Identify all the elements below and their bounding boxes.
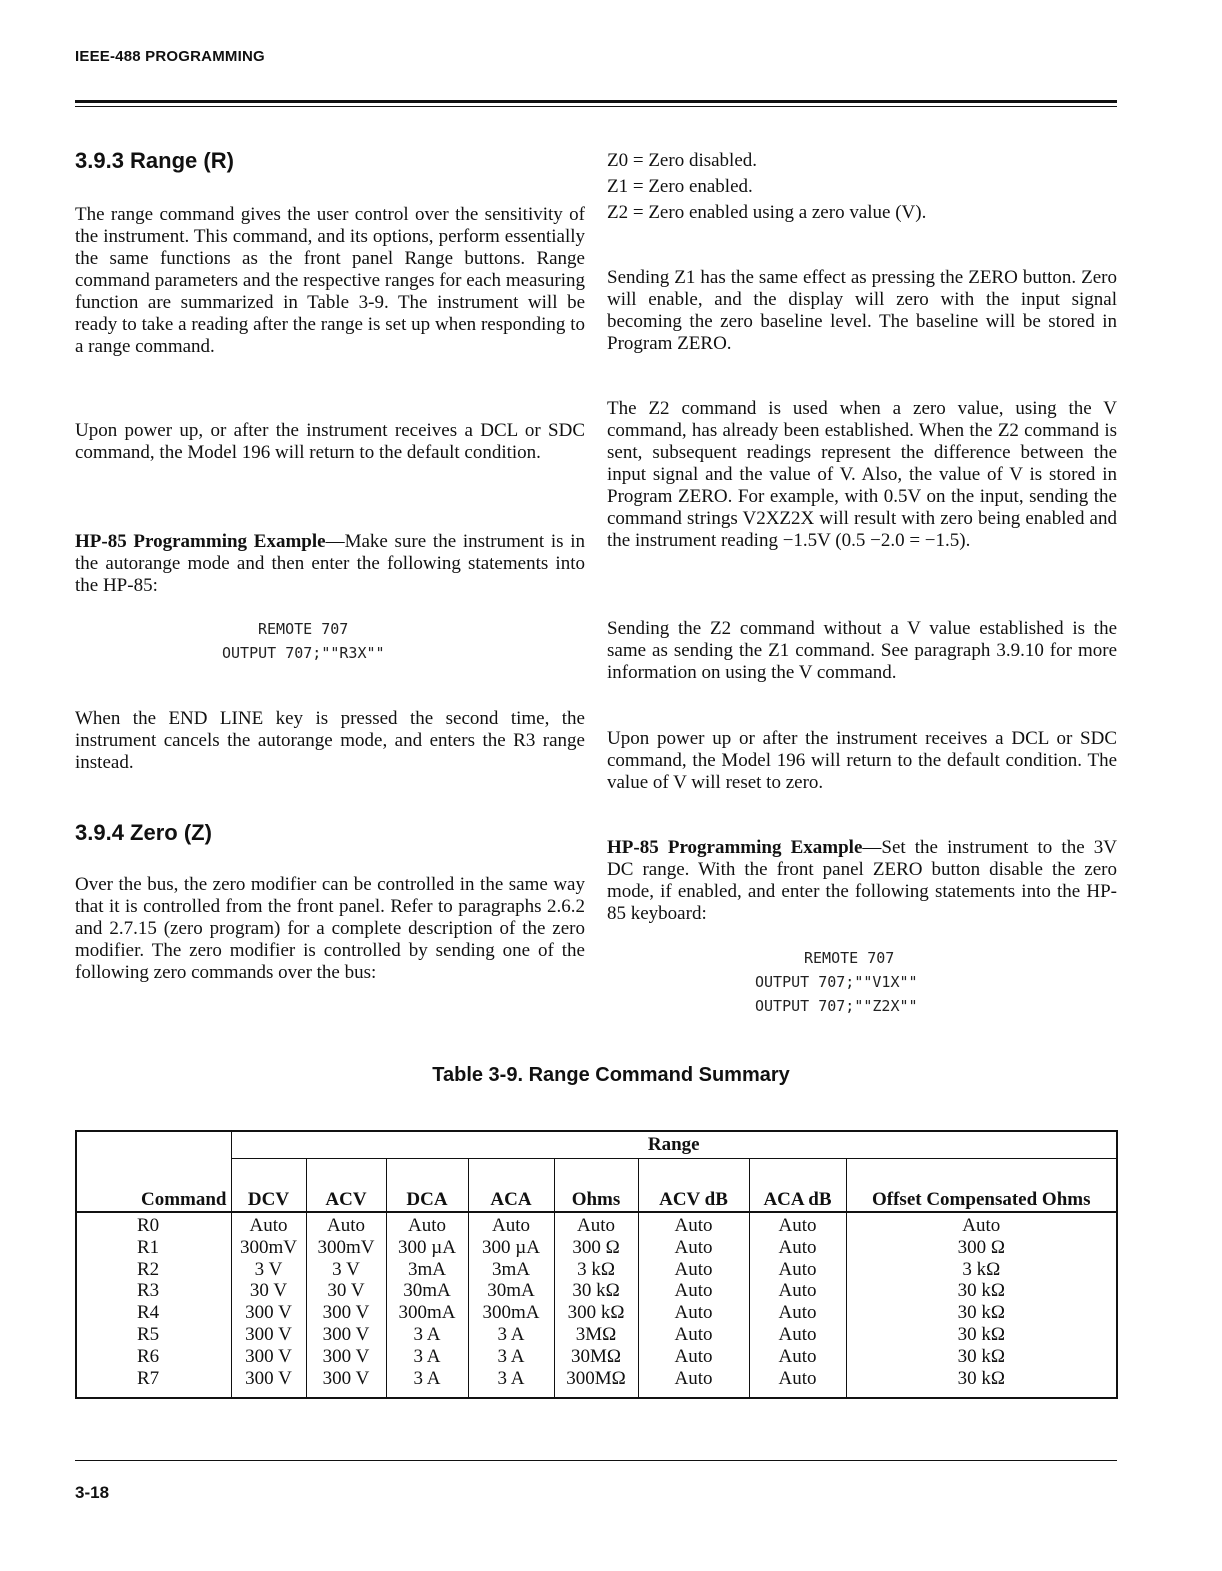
column-header: DCA — [386, 1159, 468, 1213]
range-cell: 3 A — [386, 1324, 468, 1346]
footer-rule — [75, 1460, 1117, 1461]
table-row — [76, 1302, 1117, 1324]
example-label: HP-85 Programming Example — [607, 837, 863, 858]
range-cell: 30 kΩ — [846, 1280, 1117, 1302]
range-cell: 300 Ω — [554, 1237, 638, 1259]
range-cell: 30MΩ — [554, 1346, 638, 1368]
column-header: ACA — [468, 1159, 554, 1213]
code-line: OUTPUT 707;""Z2X"" — [755, 997, 918, 1015]
range-cell: 300 V — [231, 1324, 306, 1346]
table-row — [76, 1212, 1117, 1237]
range-cell: 3 V — [231, 1259, 306, 1281]
command-cell: R1 — [137, 1236, 160, 1258]
paragraph: When the END LINE key is pressed the second time, the instrument cancels the autorange mode, and enters the R3 range instead. — [75, 708, 585, 773]
code-line: REMOTE 707 — [804, 949, 895, 967]
range-cell: 300 V — [231, 1368, 306, 1399]
range-cell: 300 V — [231, 1346, 306, 1368]
paragraph: The Z2 command is used when a zero value, using the V command, has already been established. When the Z2 command is sent, subsequent readings represent the difference between the input signal and the value of V. Also, the value of V is stored in Program ZERO. For example, with 0.5V on the input, sending the command strings V2XZ2X will result with zero being enabled and the instrument reading −1.5V (0.5 −2.0 = −1.5). — [607, 398, 1117, 551]
header-rule-thin — [75, 106, 1117, 107]
range-cell: Auto — [749, 1346, 846, 1368]
range-cell: Auto — [231, 1212, 306, 1237]
paragraph — [75, 531, 585, 597]
range-cell: Auto — [749, 1324, 846, 1346]
range-cell: Auto — [638, 1368, 749, 1399]
range-cell: Auto — [638, 1346, 749, 1368]
column-header: Offset Compensated Ohms — [846, 1159, 1117, 1213]
range-cell: 300 kΩ — [554, 1302, 638, 1324]
column-header: ACA dB — [749, 1159, 846, 1213]
range-cell: Auto — [638, 1212, 749, 1237]
command-cell: R3 — [137, 1280, 160, 1302]
paragraph: Sending the Z2 command without a V value established is the same as sending the Z1 command. See paragraph 3.9.10 for more information on using the V command. — [607, 618, 1117, 683]
range-cell: 30mA — [468, 1280, 554, 1302]
range-cell: 3 kΩ — [846, 1259, 1117, 1281]
range-cell: Auto — [749, 1259, 846, 1281]
range-cell: 300 µA — [468, 1237, 554, 1259]
range-cell: 300mA — [468, 1302, 554, 1324]
range-cell: Auto — [749, 1237, 846, 1259]
range-cell: Auto — [846, 1212, 1117, 1237]
range-cell: 30 kΩ — [846, 1302, 1117, 1324]
range-cell: 3 A — [386, 1368, 468, 1399]
running-header: IEEE-488 PROGRAMMING — [75, 48, 265, 65]
range-command-table — [75, 1130, 1118, 1399]
code-line: REMOTE 707 — [258, 620, 349, 638]
range-cell: 3MΩ — [554, 1324, 638, 1346]
paragraph: Upon power up, or after the instrument receives a DCL or SDC command, the Model 196 will return to the default condition. — [75, 420, 585, 463]
range-cell: 300 Ω — [846, 1237, 1117, 1259]
range-cell: Auto — [749, 1212, 846, 1237]
column-header: DCV — [231, 1159, 306, 1213]
range-cell: 3 A — [386, 1346, 468, 1368]
range-cell: 3 A — [468, 1368, 554, 1399]
range-cell: Auto — [638, 1280, 749, 1302]
column-header: Ohms — [554, 1159, 638, 1213]
paragraph: Over the bus, the zero modifier can be controlled in the same way that it is controlled from the front panel. Refer to paragraphs 2.6.2 and 2.7.15 (zero program) for a complete description of the zero modifier. The zero modifier is controlled by sending one of the following zero commands over the bus: — [75, 874, 585, 983]
range-cell: 30 kΩ — [846, 1346, 1117, 1368]
range-cell: 300 µA — [386, 1237, 468, 1259]
range-cell: Auto — [638, 1259, 749, 1281]
command-cell: R7 — [137, 1367, 160, 1389]
table-row — [76, 1368, 1117, 1399]
paragraph: Sending Z1 has the same effect as pressing the ZERO button. Zero will enable, and the display will zero with the input signal becoming the zero baseline level. The baseline will be stored in Program ZERO. — [607, 267, 1117, 354]
table-row — [76, 1259, 1117, 1281]
table-row — [76, 1346, 1117, 1368]
command-cell: R6 — [137, 1345, 160, 1367]
column-header: Command — [76, 1131, 231, 1212]
example-text: —Make sure the instrument is in the autorange mode and then enter the following statements into the HP-85: — [75, 531, 585, 596]
example-text: —Set the instrument to the 3V DC range. With the front panel ZERO button disable the zero mode, if enabled, and enter the following statements into the HP-85 keyboard: — [607, 837, 1117, 924]
paragraph: The range command gives the user control over the sensitivity of the instrument. This command, and its options, perform essentially the same functions as the front panel Range buttons. Range command parameters and the respective ranges for each measuring function are summarized in Table 3-9. The instrument will be ready to take a reading after the range is set up when responding to a range command. — [75, 204, 585, 357]
range-cell: 3mA — [386, 1259, 468, 1281]
paragraph: Upon power up or after the instrument receives a DCL or SDC command, the Model 196 will return to the default condition. The value of V will reset to zero. — [607, 728, 1117, 793]
code-line: OUTPUT 707;""R3X"" — [222, 644, 385, 662]
range-cell: 30 V — [231, 1280, 306, 1302]
code-line: OUTPUT 707;""V1X"" — [755, 973, 918, 991]
range-cell: 3 A — [468, 1324, 554, 1346]
range-cell: 300mV — [306, 1237, 386, 1259]
range-cell: Auto — [638, 1324, 749, 1346]
range-cell: 30 kΩ — [554, 1280, 638, 1302]
section-title-range: 3.9.3 Range (R) — [75, 148, 234, 173]
table-row — [76, 1280, 1117, 1302]
range-cell: Auto — [749, 1280, 846, 1302]
range-cell: 300MΩ — [554, 1368, 638, 1399]
column-header: ACV — [306, 1159, 386, 1213]
range-cell: Auto — [554, 1212, 638, 1237]
range-cell: 300 V — [306, 1368, 386, 1399]
range-cell: Auto — [386, 1212, 468, 1237]
range-cell: 300 V — [231, 1302, 306, 1324]
command-cell: R4 — [137, 1302, 160, 1324]
range-cell: 30 kΩ — [846, 1368, 1117, 1399]
range-cell: 30 V — [306, 1280, 386, 1302]
range-cell: 300 V — [306, 1346, 386, 1368]
table-row — [76, 1237, 1117, 1259]
column-header: ACV dB — [638, 1159, 749, 1213]
range-cell: Auto — [306, 1212, 386, 1237]
range-cell: Auto — [749, 1368, 846, 1399]
range-cell: Auto — [749, 1302, 846, 1324]
section-title-zero: 3.9.4 Zero (Z) — [75, 820, 212, 845]
table-row — [76, 1324, 1117, 1346]
range-cell: 300mA — [386, 1302, 468, 1324]
table-caption: Table 3-9. Range Command Summary — [432, 1064, 790, 1086]
range-cell: Auto — [638, 1302, 749, 1324]
header-rule — [75, 100, 1117, 103]
range-cell: 300 V — [306, 1324, 386, 1346]
zero-option: Z2 = Zero enabled using a zero value (V). — [607, 202, 927, 223]
range-cell: 30mA — [386, 1280, 468, 1302]
zero-option: Z0 = Zero disabled. — [607, 150, 758, 171]
page-number: 3-18 — [75, 1483, 110, 1502]
paragraph — [607, 837, 1117, 925]
example-label: HP-85 Programming Example — [75, 531, 326, 552]
range-cell: 3 V — [306, 1259, 386, 1281]
zero-option: Z1 = Zero enabled. — [607, 176, 753, 197]
command-cell: R5 — [137, 1323, 160, 1345]
range-cell: Auto — [638, 1237, 749, 1259]
range-cell: 3 A — [468, 1346, 554, 1368]
group-header: Range — [231, 1131, 1117, 1159]
range-cell: 300mV — [231, 1237, 306, 1259]
command-cell: R2 — [137, 1258, 160, 1280]
range-cell: 3 kΩ — [554, 1259, 638, 1281]
command-cell: R0 — [137, 1215, 160, 1236]
range-cell: Auto — [468, 1212, 554, 1237]
range-cell: 3mA — [468, 1259, 554, 1281]
range-cell: 30 kΩ — [846, 1324, 1117, 1346]
range-cell: 300 V — [306, 1302, 386, 1324]
